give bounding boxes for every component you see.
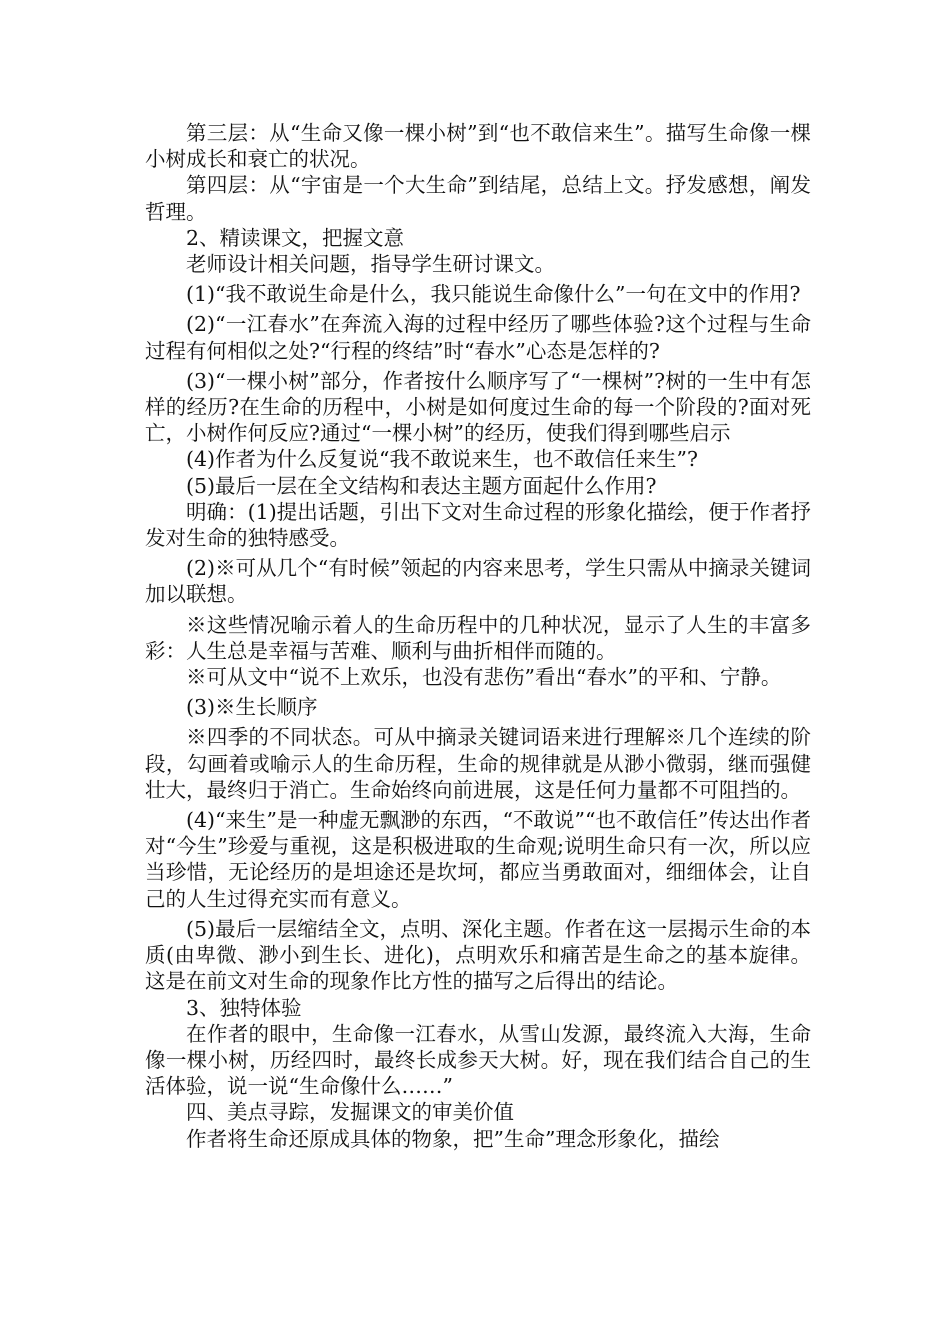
section-heading-aesthetic-value: 四、美点寻踪，发掘课文的审美价值	[186, 1100, 514, 1125]
answer-2: (2)※可从几个“有时候”领起的内容来思考，学生只需从中摘录关键词加以联想。	[145, 556, 811, 607]
document-body	[145, 120, 811, 1152]
answer-5: (5)最后一层缩结全文，点明、深化主题。作者在这一层揭示生命的本质(由卑微、渺小到生长、进化)，点明欢乐和痛苦是生命之的基本旋律。这是在前文对生命的现象作比方性的描写之后得出的结论。	[145, 916, 811, 994]
answer-2-note-b: ※可从文中“说不上欢乐，也没有悲伤”看出“春水”的平和、宁静。	[186, 665, 782, 690]
paragraph-layer-four: 第四层：从“宇宙是一个大生命”到结尾，总结上文。抒发感想，阐发哲理。	[145, 173, 811, 224]
question-1: (1)“我不敢说生命是什么，我只能说生命像什么”一句在文中的作用?	[186, 282, 801, 307]
answer-3-note: ※四季的不同状态。可从中摘录关键词语来进行理解※几个连续的阶段，勾画着或喻示人的生命历程，生命的规律就是从渺小微弱，继而强健壮大，最终归于消亡。生命始终向前进展，这是任何力量都不可阻挡的。	[145, 725, 811, 802]
question-5: (5)最后一层在全文结构和表达主题方面起什么作用?	[186, 473, 657, 498]
answer-1: 明确：(1)提出话题，引出下文对生命过程的形象化描绘，便于作者抒发对生命的独特感受。	[145, 499, 811, 551]
paragraph-teacher-design: 老师设计相关问题，指导学生研讨课文。	[186, 252, 555, 277]
answer-4: (4)“来生”是一种虚无飘渺的东西，“不敢说”“也不敢信任”传达出作者对“今生”珍爱与重视，这是积极进取的生命观;说明生命只有一次，所以应当珍惜，无论经历的是坦途还是坎坷，都应当勇敢面对，细细体会，让自己的人生过得充实而有意义。	[145, 808, 811, 911]
answer-3: (3)※生长顺序	[186, 695, 318, 720]
question-2: (2)“一江春水”在奔流入海的过程中经历了哪些体验?这个过程与生命过程有何相似之处?“行程的终结”时“春水”心态是怎样的?	[145, 312, 811, 363]
paragraph-unique-experience: 在作者的眼中，生命像一江春水，从雪山发源，最终流入大海，生命像一棵小树，历经四时，最终长成参天大树。好，现在我们结合自己的生活体验，说一说“生命像什么……”	[145, 1021, 811, 1099]
section-heading-unique-experience: 3、独特体验	[186, 995, 302, 1020]
question-4: (4)作者为什么反复说“我不敢说来生，也不敢信任来生”?	[186, 447, 698, 472]
question-3: (3)“一棵小树”部分，作者按什么顺序写了“一棵树”?树的一生中有怎样的经历?在生命的历程中，小树是如何度过生命的每一个阶段的?面对死亡，小树作何反应?通过“一棵小树”的经历，使我们得到哪些启示	[145, 368, 811, 446]
answer-2-note-a: ※这些情况喻示着人的生命历程中的几种状况，显示了人生的丰富多彩：人生总是幸福与苦难、顺利与曲折相伴而随的。	[145, 612, 811, 663]
paragraph-layer-three: 第三层：从“生命又像一棵小树”到“也不敢信来生”。描写生命像一棵小树成长和衰亡的状况。	[145, 121, 811, 172]
section-heading-close-reading: 2、精读课文，把握文意	[186, 225, 405, 250]
paragraph-aesthetic-value: 作者将生命还原成具体的物象，把”生命”理念形象化，描绘	[186, 1126, 720, 1151]
